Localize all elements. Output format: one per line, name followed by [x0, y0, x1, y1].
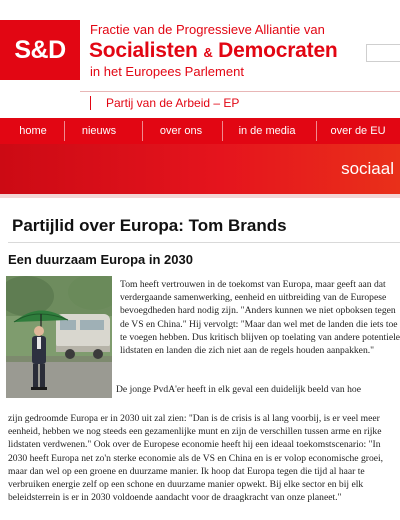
nav-separator	[64, 121, 65, 141]
org-name-line1: Fractie van de Progressieve Alliantie van	[90, 22, 325, 37]
search-input[interactable]	[366, 44, 400, 62]
article-photo	[6, 276, 112, 398]
banner-strip	[0, 194, 400, 198]
nav-item-in-de-media[interactable]: in de media	[238, 125, 296, 137]
header-divider	[80, 91, 400, 92]
nav-item-over-de-eu[interactable]: over de EU	[330, 125, 386, 137]
article-paragraph-2	[8, 412, 400, 504]
article-paragraph-2-intro: De jonge PvdA'er heeft in elk geval een duidelijk beeld van hoe	[116, 384, 361, 395]
org-name-line3: in het Europees Parlement	[90, 64, 244, 79]
section-banner	[0, 144, 400, 194]
nav-separator	[316, 121, 317, 141]
nav-separator	[222, 121, 223, 141]
article-paragraph-2-body: zijn gedroomde Europa er in 2030 uit zal zien: "Dan is de crisis is al lang voorbij, is er veel meer eenheid, hebben we nog steeds een gezamenlijke munt en zijn de verschillen tussen arme en rijke lidstaten verdwenen." Ook over de Europese economie heeft hij een ideaal toekomstscenario: "In 2030 heeft Europa net zo'n sterke economie als de VS en China en is er volop economische groei, maar dan wel op een groene en duurzame manier. Ik hoop dat Europa tegen die tijd al haar te verbruiken energie zelf op een schone en duurzame manier opwekt. Bij elke sector en bij elk beleidsterrein is er in 2030 voldoende aandacht voor de draagkracht van onze planeet."	[8, 413, 384, 504]
article-subtitle: Een duurzaam Europa in 2030	[8, 252, 193, 267]
main-nav	[0, 118, 400, 144]
party-label-marker	[90, 96, 91, 110]
nav-item-nieuws[interactable]: nieuws	[81, 125, 117, 137]
nav-item-over-ons[interactable]: over ons	[159, 125, 203, 137]
sd-logo[interactable]: S&D	[0, 20, 80, 80]
title-divider	[8, 242, 400, 243]
org-word-democraten: Democraten	[218, 39, 338, 62]
org-name-line2	[89, 39, 338, 63]
nav-item-home[interactable]: home	[19, 125, 47, 137]
org-word-socialisten: Socialisten	[89, 39, 198, 62]
party-label[interactable]: Partij van de Arbeid – EP	[106, 96, 240, 110]
org-ampersand: &	[203, 45, 213, 60]
photo-illustration	[6, 276, 112, 398]
nav-separator	[142, 121, 143, 141]
site-header	[0, 0, 400, 118]
article-paragraph-1: Tom heeft vertrouwen in de toekomst van Europa, maar geeft aan dat verdergaande samenwerking, eenheid en uitbreiding van de Europese bevoegdheden hard nodig zijn. "Anders kunnen we niet opboksen tegen de VS en China." Hij vervolgt: "Maar dan wel met de landen die iets toe te voegen hebben. Dus kritisch blijven op toelating van andere potentiele lidstaten en landen die zich niet aan de regels houden aanpakken."	[120, 279, 400, 357]
page-title: Partijlid over Europa: Tom Brands	[12, 216, 287, 235]
section-title: sociaal	[341, 159, 394, 178]
